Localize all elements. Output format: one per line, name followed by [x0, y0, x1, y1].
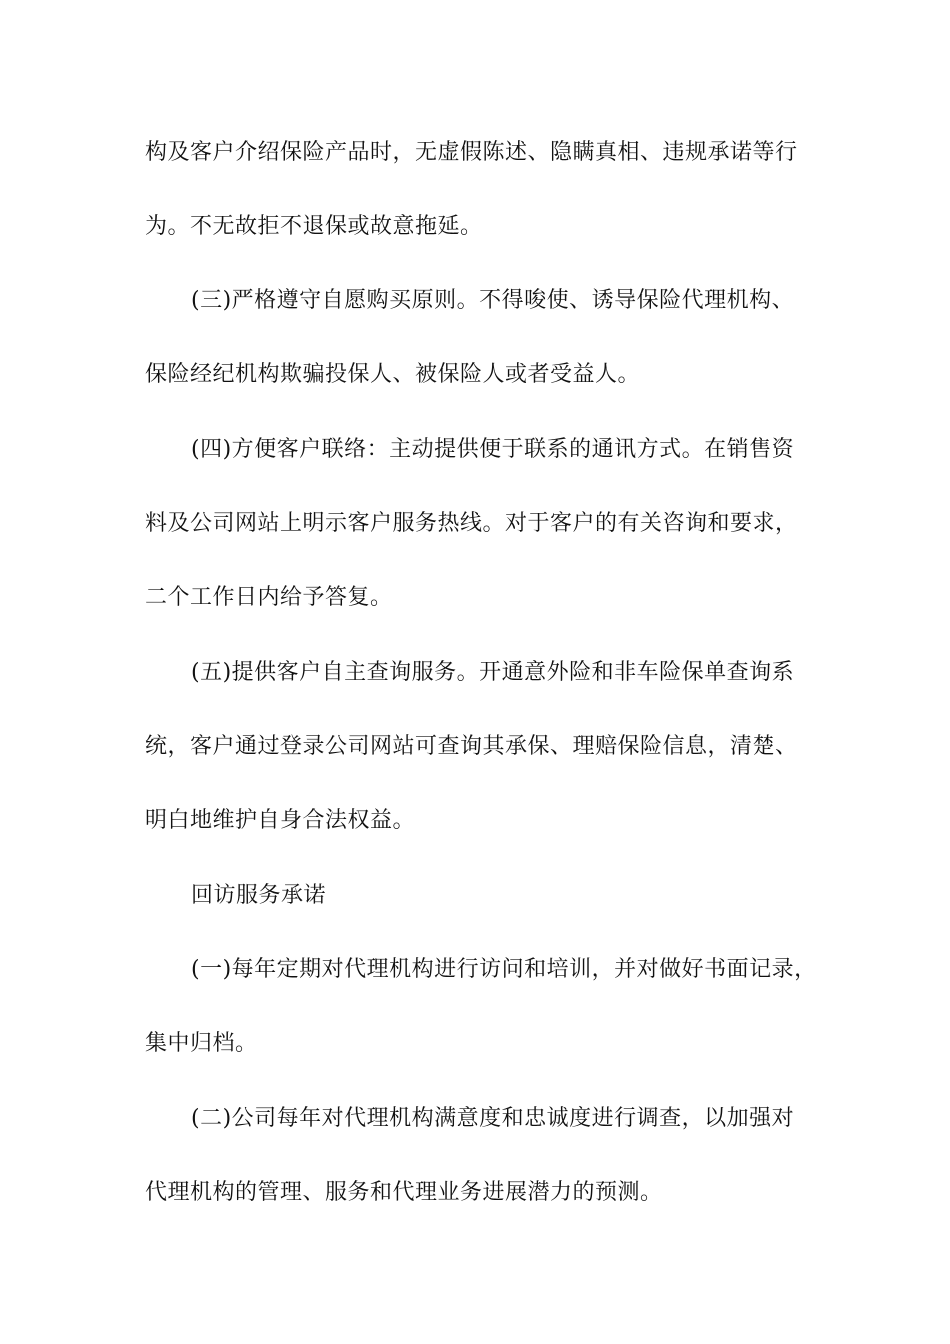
paragraph-line: (五)提供客户自主查询服务。开通意外险和非车险保单查询系	[191, 660, 795, 685]
paragraph-line: 集中归档。	[145, 1031, 258, 1056]
section-heading: 回访服务承诺	[191, 883, 327, 908]
paragraph-line: 构及客户介绍保险产品时，无虚假陈述、隐瞒真相、违规承诺等行	[145, 140, 798, 165]
paragraph-line: 统，客户通过登录公司网站可查询其承保、理赔保险信息，清楚、	[145, 734, 798, 759]
paragraph-line: (二)公司每年对代理机构满意度和忠诚度进行调查，以加强对	[191, 1106, 795, 1131]
paragraph-line: 明白地维护自身合法权益。	[145, 808, 416, 833]
paragraph-line: (四)方便客户联络：主动提供便于联系的通讯方式。在销售资	[191, 437, 795, 462]
paragraph-line: 二个工作日内给予答复。	[145, 585, 393, 610]
paragraph-line: 为。不无故拒不退保或故意拖延。	[145, 214, 483, 239]
paragraph-line: 保险经纪机构欺骗投保人、被保险人或者受益人。	[145, 362, 641, 387]
paragraph-line: 代理机构的管理、服务和代理业务进展潜力的预测。	[145, 1180, 663, 1205]
paragraph-line: (三)严格遵守自愿购买原则。不得唆使、诱导保险代理机构、	[191, 288, 795, 313]
paragraph-line: 料及公司网站上明示客户服务热线。对于客户的有关咨询和要求，	[145, 511, 798, 536]
paragraph-line: (一)每年定期对代理机构进行访问和培训，并对做好书面记录，	[191, 957, 817, 982]
